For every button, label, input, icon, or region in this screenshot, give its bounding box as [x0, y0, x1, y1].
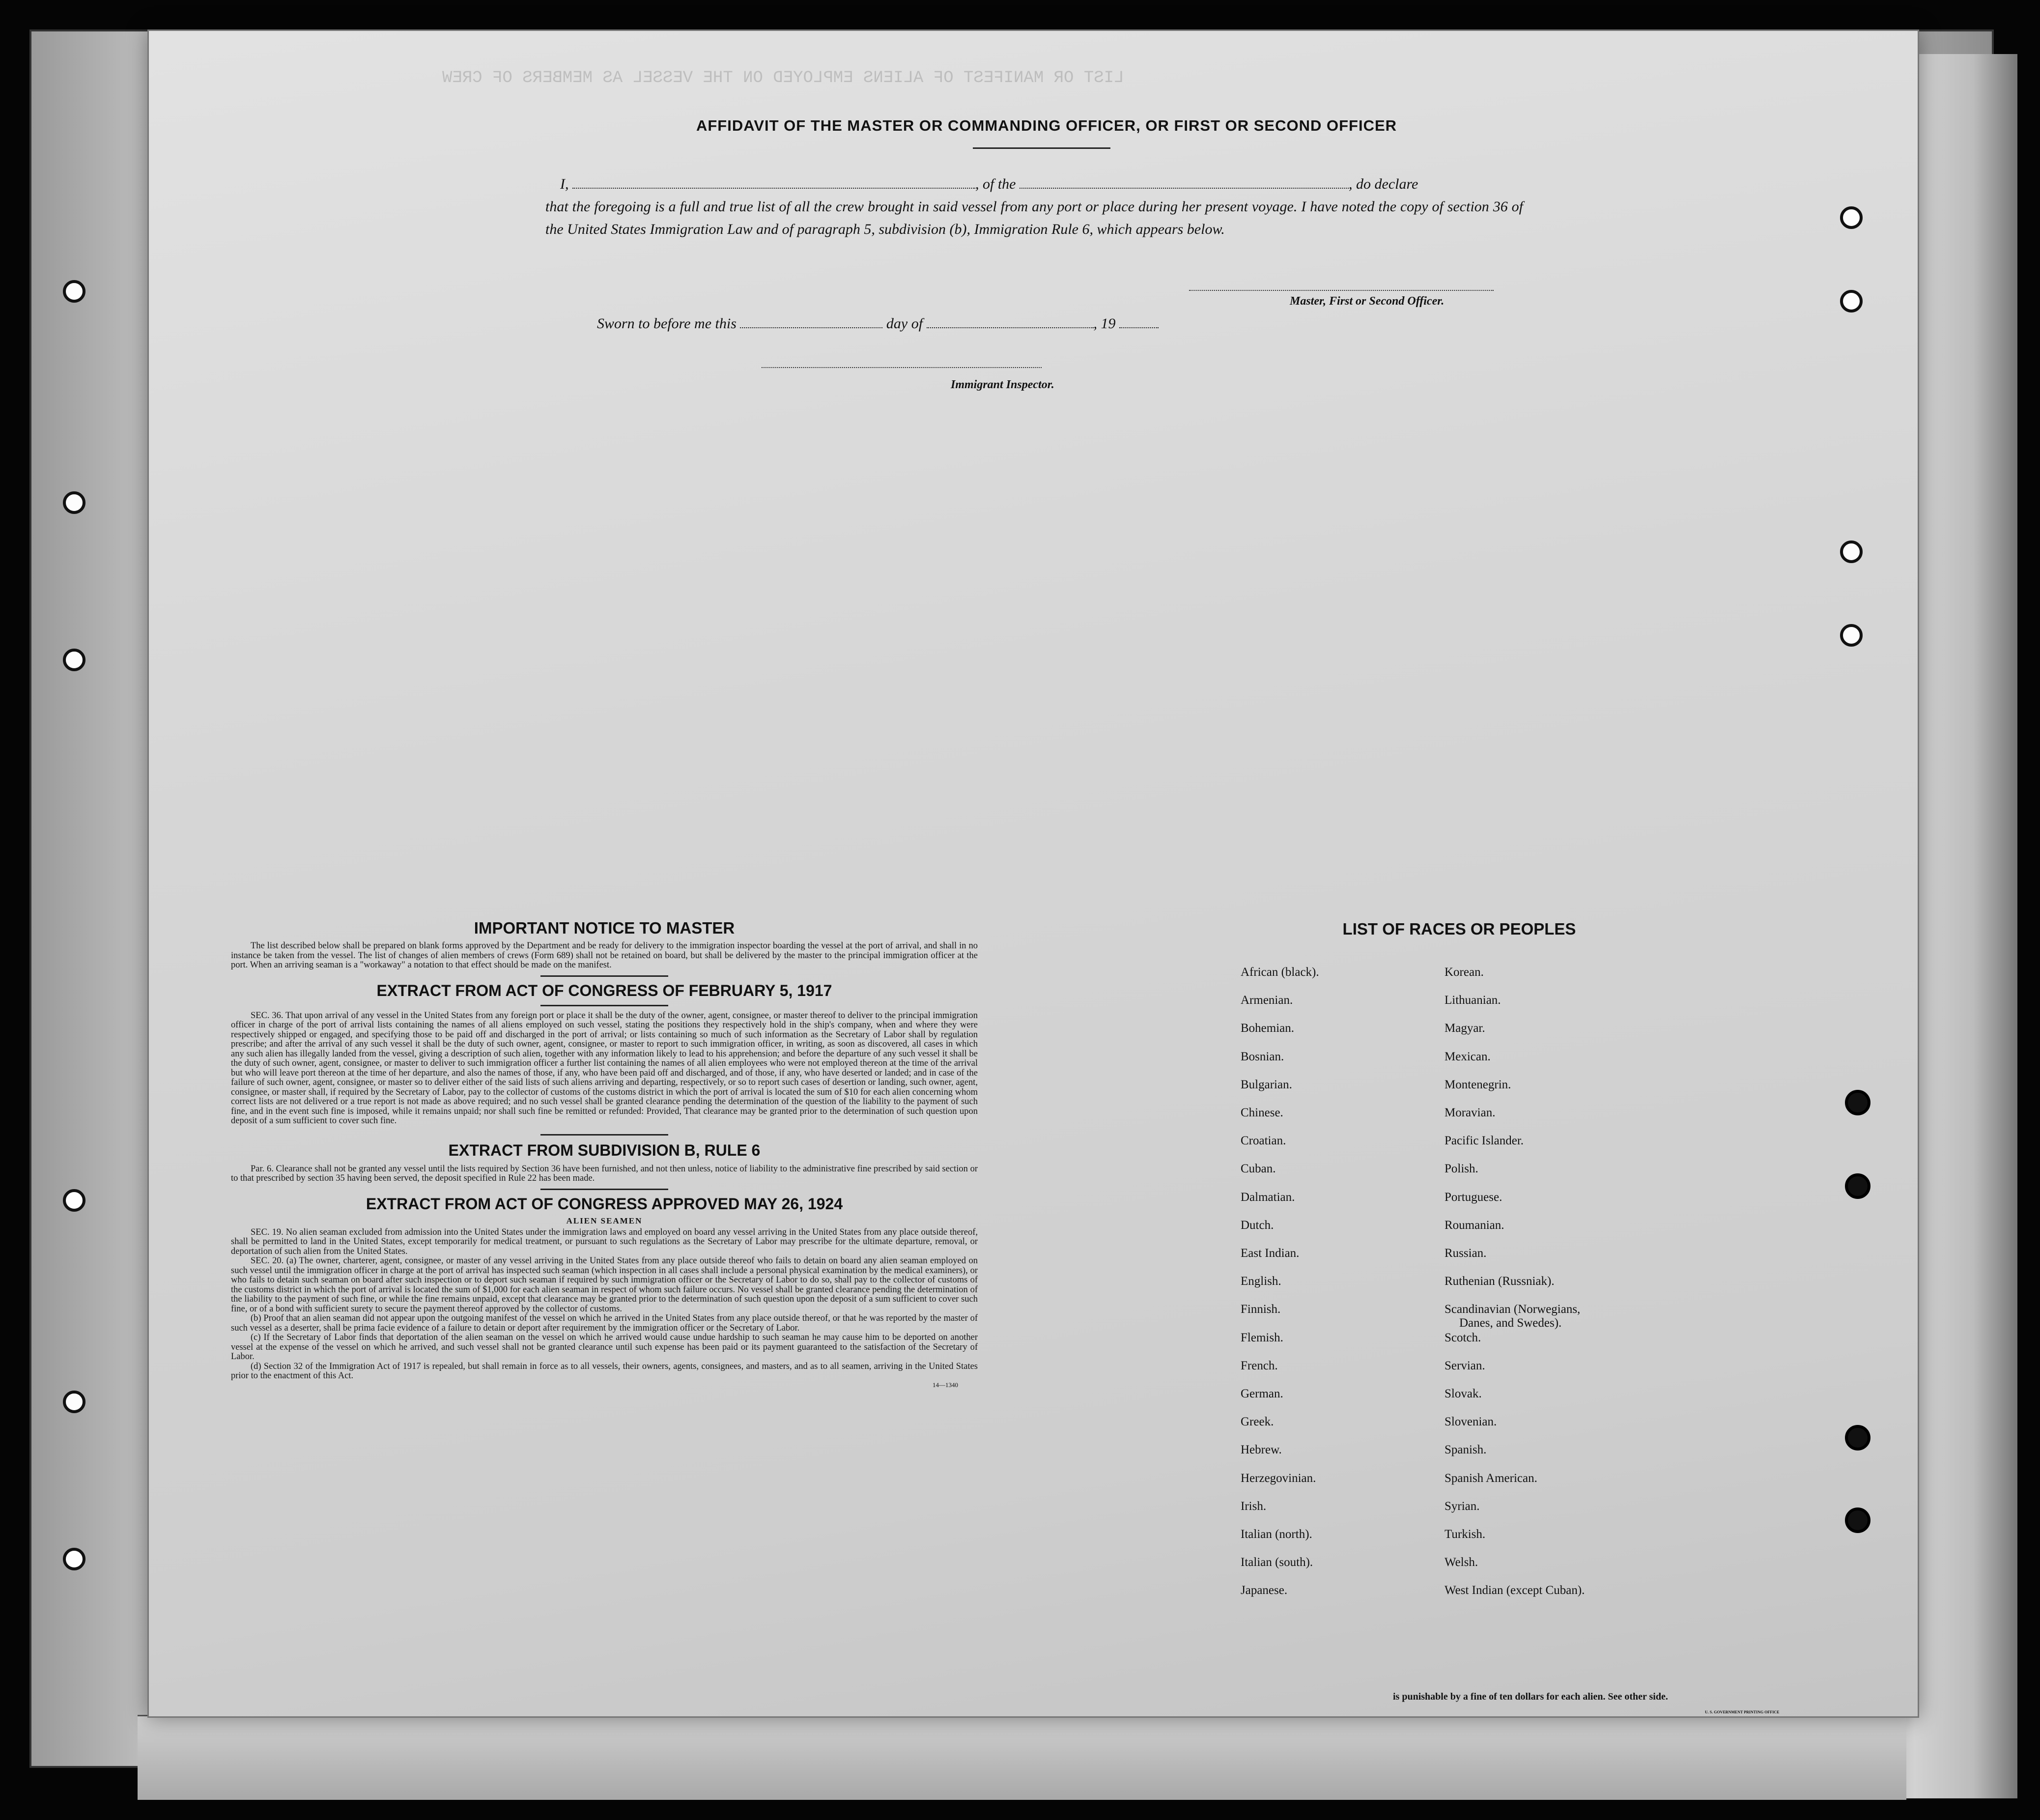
binder-hole — [63, 280, 85, 303]
extract-1924-p3: (b) Proof that an alien seaman did not appear upon the outgoing manifest of the vessel on which he arrived in the United States from any place outside thereof, or that he was reported by the master of such vessel as a deserter, shall be prima facie evidence of a failure to detain or deport after requirement by the immigration officer or the Secretary of Labor. — [231, 1313, 978, 1333]
race-item: Welsh. — [1445, 1556, 1478, 1569]
race-item: Cuban. — [1241, 1162, 1276, 1176]
race-item-continuation: Danes, and Swedes). — [1459, 1316, 1562, 1330]
affidavit-body: that the foregoing is a full and true list of all the crew brought in said vessel from any port or place during her present voyage. I have noted the copy of section 36 of the United States Immigration Law and of paragraph 5, subdivision (b), Immigration Rule 6, which appears below. — [545, 199, 1523, 237]
race-item: Syrian. — [1445, 1499, 1480, 1513]
section-rule — [540, 975, 668, 977]
extract-1924-p4: (c) If the Secretary of Labor finds that deportation of the alien seaman on the vessel on which he arrived would cause undue hardship to such seaman he may cause him to be deported on another vessel at the expense of the vessel on which he arrived, and such vessel shall not be granted clearance until such expense has been paid or its payment guaranteed to the satisfaction of the Secretary of Labor. — [231, 1333, 978, 1362]
race-item: East Indian. — [1241, 1247, 1300, 1260]
extract-1924-p1: SEC. 19. No alien seaman excluded from admission into the United States under the immigration laws and employed on board any vessel arriving in the United States from any place outside thereof, shall be permitted to land in the United States, except temporarily for medical treatment, or pursuant to such regulations as the Secretary of Labor may prescribe for the ultimate departure, removal, or deportation of such alien from the United States. — [231, 1227, 978, 1256]
race-item: Moravian. — [1445, 1106, 1496, 1119]
race-item: Irish. — [1241, 1499, 1267, 1513]
binder-hole — [63, 649, 85, 671]
backing-sheet-bottom — [138, 1715, 1906, 1800]
inspector-signature-label: Immigrant Inspector. — [951, 378, 1054, 391]
race-item: Servian. — [1445, 1359, 1485, 1372]
race-item: French. — [1241, 1359, 1278, 1372]
binder-hole — [1840, 206, 1863, 229]
extract-1917-text: SEC. 36. That upon arrival of any vessel in the United States from any foreign port or place it shall be the duty of the owner, agent, consignee, or master thereof to deliver to the principal immigration officer in charge of the port of arrival lists containing the names of all aliens employed on such vessel, stating the positions they respectively hold in the ship's company, when and where they were respectively shipped or engaged, and specifying those to be paid off and discharged in the port of arrival; or lists containing so much of such information as the Secretary of Labor shall by regulation prescribe; and after the arrival of any such vessel it shall be the duty of such owner, agent, consignee, or master to report to such immigration officer, in writing, as soon as discovered, all cases in which any such alien has illegally landed from the vessel, giving a description of such alien, together with any information likely to lead to his apprehension; and before the departure of any such vessel it shall be the duty of such owner, agent, consignee, or master to deliver to such immigration officer a further list containing the names of all alien employees who were not employed thereon at the time of the arrival but who will leave port thereon at the time of her departure, and also the names of those, if any, who have been paid off and discharged, and of those, if any, who have deserted or landed; and in case of the failure of such owner, agent, consignee, or master so to deliver either of the said lists of such aliens arriving and departing, respectively, or so to report such cases of desertion or landing, such owner, agent, consignee, or master shall, if required by the Secretary of Labor, pay to the collector of customs of the customs district in which the port of arrival is located the sum of $10 for each alien concerning whom correct lists are not delivered or a true report is not made as above required; and no such vessel shall be granted clearance pending the determination of the question of the liability to the payment of such fine, and in the event such fine is imposed, while it remains unpaid; nor shall such fine be remitted or refunded: Provided, That clearance may be granted prior to the determination of such question upon deposit of a sum sufficient to cover such fine. — [231, 1010, 978, 1126]
affidavit-line1-start: I, — [560, 176, 569, 192]
extract-rule6-text: Par. 6. Clearance shall not be granted any vessel until the lists required by Section 36 have been furnished, and not then unless, notice of liability to the administrative fine prescribed by said section or to that prescribed by section 35 having been served, the deposit specified in Rule 22 has been made. — [231, 1164, 978, 1183]
binder-hole — [1845, 1173, 1870, 1199]
race-item: Scotch. — [1445, 1331, 1481, 1344]
race-item: Herzegovinian. — [1241, 1471, 1316, 1485]
race-item: Lithuanian. — [1445, 994, 1501, 1007]
race-item: Scandinavian (Norwegians, — [1445, 1303, 1581, 1316]
binder-hole — [63, 1548, 85, 1570]
extract-1924-title: EXTRACT FROM ACT OF CONGRESS APPROVED MAY 26, 1924 — [366, 1194, 843, 1213]
sworn-month-blank[interactable] — [927, 314, 1094, 328]
race-item: Mexican. — [1445, 1050, 1491, 1063]
race-item: Magyar. — [1445, 1022, 1485, 1035]
vessel-blank[interactable] — [1020, 175, 1349, 189]
sworn-mid: day of — [886, 315, 923, 332]
race-item: Slovenian. — [1445, 1415, 1497, 1429]
sworn-year-blank[interactable] — [1119, 314, 1159, 328]
name-blank[interactable] — [572, 175, 975, 189]
binder-hole — [1845, 1090, 1870, 1115]
race-item: Spanish. — [1445, 1443, 1487, 1457]
race-item: Roumanian. — [1445, 1218, 1504, 1232]
race-item: Italian (south). — [1241, 1556, 1313, 1569]
race-item: West Indian (except Cuban). — [1445, 1584, 1585, 1597]
race-item: Japanese. — [1241, 1584, 1288, 1597]
affidavit-title: AFFIDAVIT OF THE MASTER OR COMMANDING OFFICER, OR FIRST OR SECOND OFFICER — [696, 117, 1397, 134]
race-item: Italian (north). — [1241, 1528, 1312, 1541]
sworn-day-blank[interactable] — [740, 314, 882, 328]
section-rule — [540, 1134, 668, 1136]
race-item: Polish. — [1445, 1162, 1478, 1176]
extract-1924-p2: SEC. 20. (a) The owner, charterer, agent, consignee, or master of any vessel arriving in the United States from any place outside thereof who fails to detain on board any alien seaman employed on such vessel until the immigration officer in charge at the port of arrival has inspected such seaman (which inspection in all cases shall include a personal physical examination by the medical examiners), or who fails to detain such seaman on board after such inspection or to deport such seaman if required by such immigration officer or the Secretary of Labor to do so, shall pay to the collector of customs of the customs district in which the port of arrival is located the sum of $1,000 for each alien seaman in respect of whom such failure occurs. No vessel shall be granted clearance pending the determination of the liability to the payment of such fine, or while the fine remains unpaid, except that clearance may be granted prior to the determination of such question upon the deposit of a sum sufficient to cover such fine, or of a bond with sufficient surety to secure the payment thereof approved by the collector of customs. — [231, 1256, 978, 1314]
affidavit-statement — [545, 173, 1523, 241]
notice-title: IMPORTANT NOTICE TO MASTER — [474, 919, 735, 937]
affidavit-line1-end: , do declare — [1349, 176, 1418, 192]
race-item: Hebrew. — [1241, 1443, 1282, 1457]
race-item: Bohemian. — [1241, 1022, 1295, 1035]
race-item: Slovak. — [1445, 1387, 1482, 1400]
race-item: Greek. — [1241, 1415, 1274, 1429]
binder-hole — [63, 491, 85, 514]
race-item: Dutch. — [1241, 1218, 1274, 1232]
race-item: Portuguese. — [1445, 1190, 1502, 1204]
binder-hole — [1840, 540, 1863, 563]
race-item: African (black). — [1241, 966, 1319, 979]
extract-1924-p5: (d) Section 32 of the Immigration Act of 1917 is repealed, but shall remain in force as to all vessels, their owners, agents, consignees, and masters, and as to all seamen, arriving in the United States prior to the enactment of this Act. — [231, 1361, 978, 1381]
affidavit-line1-mid: , of the — [975, 176, 1016, 192]
race-item: Bulgarian. — [1241, 1078, 1292, 1091]
binder-hole — [1845, 1425, 1870, 1450]
race-item: Bosnian. — [1241, 1050, 1284, 1063]
race-item: Croatian. — [1241, 1134, 1286, 1148]
binder-hole — [63, 1391, 85, 1413]
races-title: LIST OF RACES OR PEOPLES — [1342, 920, 1576, 938]
master-signature-line[interactable] — [1189, 289, 1494, 291]
binder-hole — [1840, 290, 1863, 313]
race-item: Flemish. — [1241, 1331, 1283, 1344]
race-item: Armenian. — [1241, 994, 1293, 1007]
section-rule — [540, 1189, 668, 1190]
race-item: Turkish. — [1445, 1528, 1486, 1541]
race-item: English. — [1241, 1275, 1281, 1288]
race-item: German. — [1241, 1387, 1283, 1400]
binder-hole — [1840, 624, 1863, 647]
fine-notice: is punishable by a fine of ten dollars for each alien. See other side. — [1393, 1691, 1668, 1702]
extract-rule6-title: EXTRACT FROM SUBDIVISION B, RULE 6 — [448, 1141, 761, 1159]
race-item: Pacific Islander. — [1445, 1134, 1524, 1148]
sworn-line — [597, 314, 1159, 332]
title-rule — [973, 147, 1110, 149]
notice-text: The list described below shall be prepared on blank forms approved by the Department and be ready for delivery to the immigration inspector boarding the vessel at the port of arrival, and shall in no instance be taken from the vessel. The list of changes of alien members of crews (Form 689) shall not be retained on board, but shall be delivered by the master to the principal immigration officer at the port. When an arriving seaman is a "workaway" a notation to that effect should be made on the manifest. — [231, 941, 978, 970]
extract-1924-subtitle: ALIEN SEAMEN — [566, 1216, 643, 1225]
sworn-end: , 19 — [1093, 315, 1116, 332]
sworn-start: Sworn to before me this — [597, 315, 737, 332]
race-item: Dalmatian. — [1241, 1190, 1295, 1204]
manifest-page — [147, 29, 1919, 1718]
race-item: Montenegrin. — [1445, 1078, 1511, 1091]
printer-credit: U. S. GOVERNMENT PRINTING OFFICE — [1705, 1710, 1780, 1714]
race-item: Finnish. — [1241, 1303, 1281, 1316]
race-item: Russian. — [1445, 1247, 1487, 1260]
extract-1917-title: EXTRACT FROM ACT OF CONGRESS OF FEBRUARY 5, 1917 — [376, 981, 832, 999]
bleed-through-text: LIST OR MANIFEST OF ALIENS EMPLOYED ON THE VESSEL AS MEMBERS OF CREW — [442, 69, 1124, 87]
race-item: Chinese. — [1241, 1106, 1283, 1119]
race-item: Korean. — [1445, 966, 1484, 979]
race-item: Ruthenian (Russniak). — [1445, 1275, 1555, 1288]
form-number: 14—1340 — [933, 1381, 958, 1389]
legal-notices-column — [231, 919, 978, 1389]
binder-hole — [63, 1189, 85, 1212]
inspector-signature-line[interactable] — [762, 366, 1042, 368]
binder-hole — [1845, 1507, 1870, 1533]
section-rule — [540, 1005, 668, 1006]
master-signature-label: Master, First or Second Officer. — [1290, 295, 1445, 308]
race-item: Spanish American. — [1445, 1471, 1537, 1485]
